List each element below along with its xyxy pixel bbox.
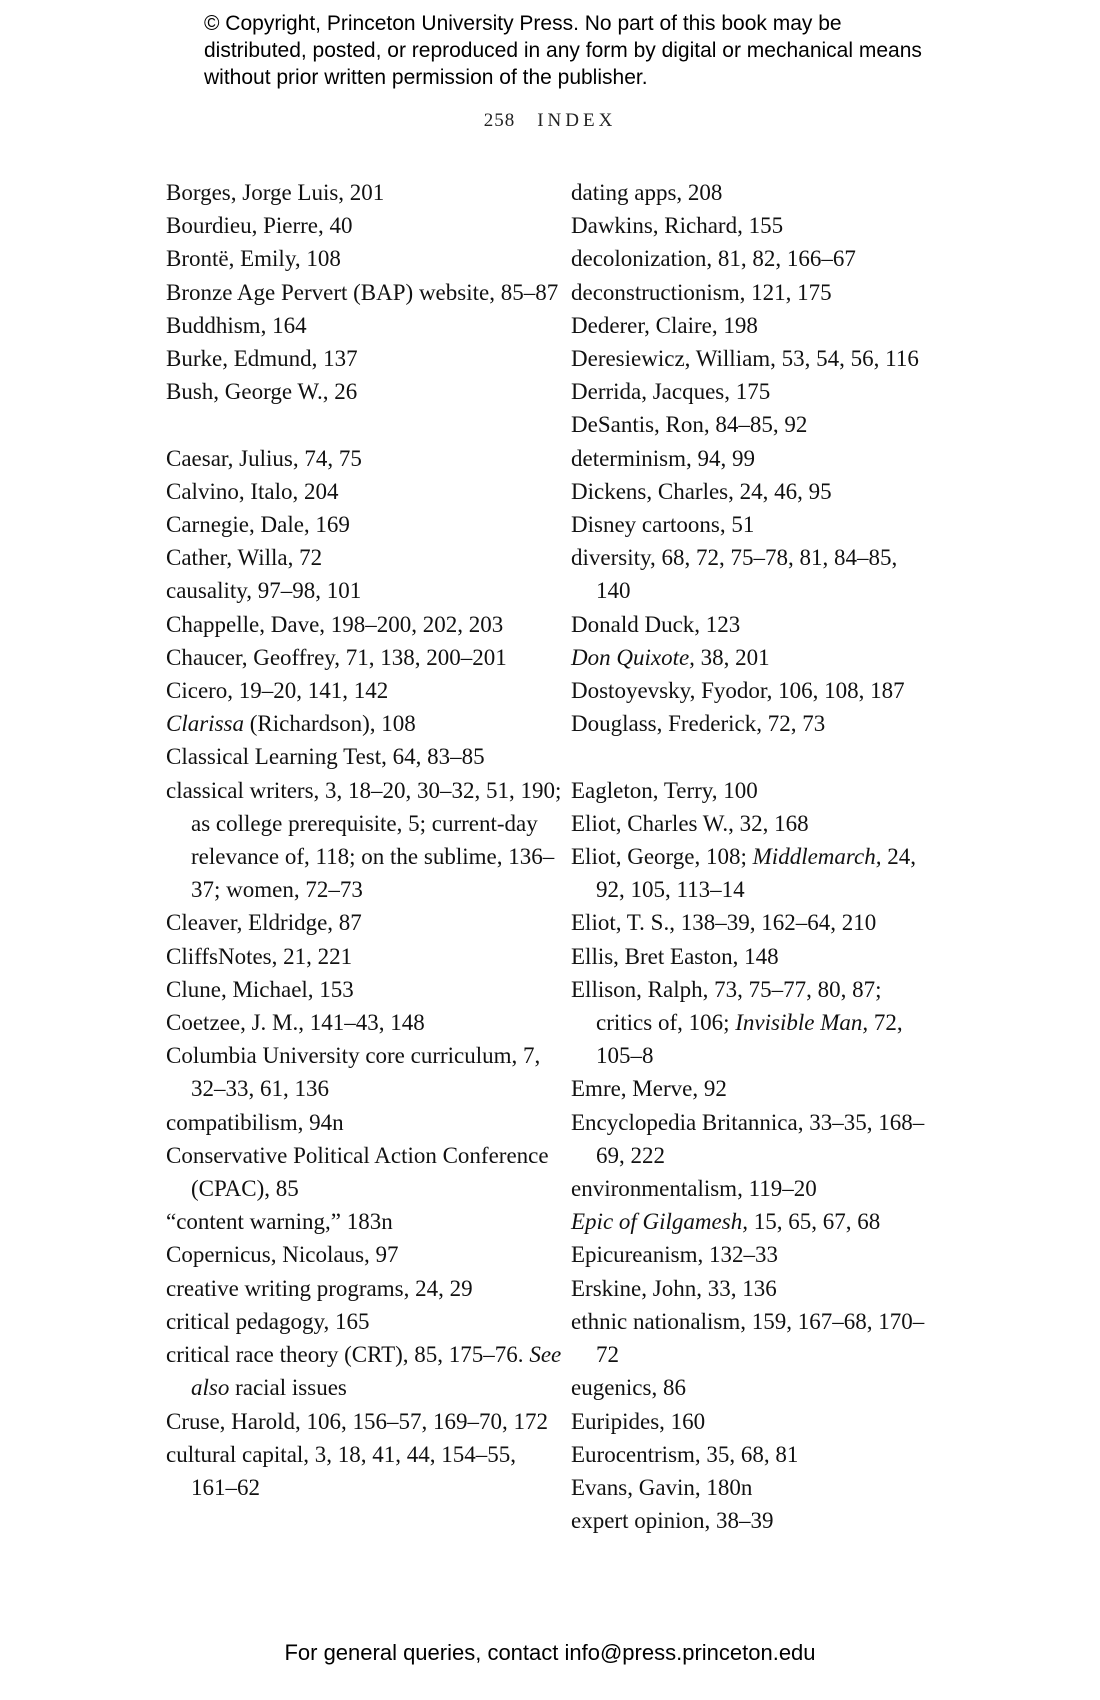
index-entry-text: Eurocentrism, 35, 68, 81 xyxy=(571,1441,799,1467)
index-entry-text: Douglass, Frederick, 72, 73 xyxy=(571,711,826,737)
index-entry-italic-text: See also xyxy=(191,1342,562,1401)
index-entry-text: 15, 65, 67, 68 xyxy=(747,1209,881,1235)
index-entry-text: expert opinion, 38–39 xyxy=(571,1508,774,1534)
section-title: INDEX xyxy=(537,110,617,131)
index-entry xyxy=(571,1272,931,1305)
index-column-right xyxy=(571,176,931,1537)
index-entry-text: deconstructionism, 121, 175 xyxy=(571,279,832,305)
index-entry-text: Disney cartoons, 51 xyxy=(571,512,755,538)
index-entry-text: Dederer, Claire, 198 xyxy=(571,312,758,338)
index-entry xyxy=(166,309,566,342)
index-entry-text: creative writing programs, 24, 29 xyxy=(166,1275,473,1301)
index-entry-text: Borges, Jorge Luis, 201 xyxy=(166,180,385,205)
index-entry-text: Copernicus, Nicolaus, 97 xyxy=(166,1242,399,1268)
index-entry-text: classical writers, 3, 18–20, 30–32, 51, 190; as college prerequisite, 5; current-day relevance of, 118; on the sublime, 136–37; women, 72–73 xyxy=(166,777,562,903)
index-entry xyxy=(166,1338,566,1404)
index-entry-text: Coetzee, J. M., 141–43, 148 xyxy=(166,1010,425,1036)
index-entry-text: critical pedagogy, 165 xyxy=(166,1308,370,1334)
index-entry-text: Dawkins, Richard, 155 xyxy=(571,213,784,239)
index-entry xyxy=(571,342,931,375)
index-entry xyxy=(166,541,566,574)
index-entry-text: decolonization, 81, 82, 166–67 xyxy=(571,246,856,272)
index-entry xyxy=(571,1471,931,1504)
index-entry xyxy=(166,1106,566,1139)
index-entry-italic-text: Don Quixote, xyxy=(571,644,695,670)
index-entry-text: “content warning,” 183n xyxy=(166,1209,393,1235)
index-entry-text: environmentalism, 119–20 xyxy=(571,1176,817,1202)
index-entry xyxy=(571,242,931,275)
index-entry-text: 24, 92, 105, 113–14 xyxy=(596,844,916,903)
index-entry xyxy=(571,309,931,342)
index-entry-text: Classical Learning Test, 64, 83–85 xyxy=(166,744,485,770)
index-entry xyxy=(166,707,566,740)
index-entry xyxy=(166,1039,566,1105)
index-entry xyxy=(166,342,566,375)
index-entry xyxy=(166,1405,566,1438)
index-entry-text: racial issues xyxy=(229,1375,347,1401)
index-entry xyxy=(166,475,566,508)
index-entry xyxy=(571,1205,931,1238)
index-entry-text: Calvino, Italo, 204 xyxy=(166,478,339,504)
index-entry-text: Bourdieu, Pierre, 40 xyxy=(166,213,353,239)
index-entry xyxy=(571,375,931,408)
index-entry xyxy=(166,442,566,475)
index-entry-text: Erskine, John, 33, 136 xyxy=(571,1275,777,1301)
index-entry xyxy=(571,209,931,242)
index-entry xyxy=(571,940,931,973)
index-entry-text: (Richardson), 108 xyxy=(243,711,416,737)
index-entry-text: Cather, Willa, 72 xyxy=(166,545,323,571)
index-entry-text: Cicero, 19–20, 141, 142 xyxy=(166,678,389,704)
index-entry xyxy=(571,1405,931,1438)
index-entry xyxy=(571,608,931,641)
index-entry-text: critical race theory (CRT), 85, 175–76. xyxy=(166,1342,530,1368)
index-entry-text: Cleaver, Eldridge, 87 xyxy=(166,910,362,936)
index-entry-text: Chaucer, Geoffrey, 71, 138, 200–201 xyxy=(166,644,507,670)
index-entry-text: Eliot, Charles W., 32, 168 xyxy=(571,810,809,836)
index-entry xyxy=(166,1205,566,1238)
index-entry xyxy=(571,475,931,508)
index-entry xyxy=(166,1139,566,1205)
index-entry-text: Ellis, Bret Easton, 148 xyxy=(571,943,779,969)
index-entry xyxy=(571,807,931,840)
index-entry-text: Cruse, Harold, 106, 156–57, 169–70, 172 xyxy=(166,1408,549,1434)
index-entry-text: Derrida, Jacques, 175 xyxy=(571,379,771,405)
index-entry-text: Bronze Age Pervert (BAP) website, 85–87 xyxy=(166,279,559,305)
index-entry xyxy=(571,906,931,939)
index-entry xyxy=(166,1305,566,1338)
index-entry xyxy=(571,1504,931,1537)
index-entry xyxy=(166,674,566,707)
index-entry-text: DeSantis, Ron, 84–85, 92 xyxy=(571,412,808,438)
index-entry-text: diversity, 68, 72, 75–78, 81, 84–85, 140 xyxy=(571,545,898,604)
index-entry xyxy=(166,1006,566,1039)
index-entry xyxy=(166,242,566,275)
index-entry-text: Eliot, T. S., 138–39, 162–64, 210 xyxy=(571,910,877,936)
index-entry-text: Evans, Gavin, 180n xyxy=(571,1474,753,1500)
index-entry xyxy=(166,375,566,408)
index-entry-text: ethnic nationalism, 159, 167–68, 170–72 xyxy=(571,1308,925,1368)
index-entry xyxy=(166,774,566,907)
index-entry xyxy=(166,608,566,641)
index-entry-text: Brontë, Emily, 108 xyxy=(166,246,341,272)
index-entry-text: dating apps, 208 xyxy=(571,180,723,205)
index-entry xyxy=(166,209,566,242)
index-entry xyxy=(166,574,566,607)
index-column-left xyxy=(166,176,566,1504)
index-entry-italic-text: Epic of Gilgamesh, xyxy=(571,1209,748,1235)
index-entry xyxy=(166,1272,566,1305)
index-entry-text: Encyclopedia Britannica, 33–35, 168–69, 222 xyxy=(571,1109,925,1168)
index-entry-italic-text: Clarissa xyxy=(166,711,244,737)
index-entry xyxy=(571,1072,931,1105)
index-entry xyxy=(166,906,566,939)
index-entry-text: CliffsNotes, 21, 221 xyxy=(166,943,353,969)
index-entry-text: Buddhism, 164 xyxy=(166,312,307,338)
index-entry-text: Eliot, George, 108; xyxy=(571,844,753,870)
index-entry xyxy=(571,840,931,906)
index-entry-text: 38, 201 xyxy=(694,644,770,670)
index-entry-text: Burke, Edmund, 137 xyxy=(166,346,358,372)
index-entry-text: causality, 97–98, 101 xyxy=(166,578,362,604)
index-entry-text: Ellison, Ralph, 73, 75–77, 80, 87; critics of, 106; xyxy=(571,976,882,1036)
index-entry-text: determinism, 94, 99 xyxy=(571,445,755,471)
index-entry-text: Columbia University core curriculum, 7, 32–33, 61, 136 xyxy=(166,1043,541,1102)
index-entry-text: Epicureanism, 132–33 xyxy=(571,1242,778,1268)
index-entry-text: Chappelle, Dave, 198–200, 202, 203 xyxy=(166,611,504,637)
index-entry xyxy=(166,1238,566,1271)
index-entry xyxy=(571,1305,931,1371)
index-entry-text: Dickens, Charles, 24, 46, 95 xyxy=(571,478,832,504)
index-entry xyxy=(166,973,566,1006)
index-entry-text: Carnegie, Dale, 169 xyxy=(166,512,350,538)
index-entry xyxy=(166,276,566,309)
letter-group-gap xyxy=(166,408,566,441)
index-entry-text: Caesar, Julius, 74, 75 xyxy=(166,445,362,471)
index-entry-text: compatibilism, 94n xyxy=(166,1109,344,1135)
index-entry-text: Bush, George W., 26 xyxy=(166,379,358,405)
index-entry xyxy=(571,408,931,441)
index-entry-italic-text: Middlemarch, xyxy=(752,844,882,870)
index-entry-text: eugenics, 86 xyxy=(571,1375,686,1401)
index-entry xyxy=(166,508,566,541)
index-entry-text: Eagleton, Terry, 100 xyxy=(571,777,758,803)
index-entry xyxy=(166,740,566,773)
index-entry xyxy=(571,541,931,607)
index-entry xyxy=(166,940,566,973)
index-entry-text: 72, 105–8 xyxy=(596,1010,903,1069)
index-entry xyxy=(571,508,931,541)
index-entry xyxy=(571,442,931,475)
index-entry xyxy=(571,1371,931,1404)
running-head xyxy=(0,110,1100,132)
letter-group-gap xyxy=(571,740,931,773)
index-entry-text: Emre, Merve, 92 xyxy=(571,1076,727,1102)
contact-footer: For general queries, contact info@press.princeton.edu xyxy=(284,1640,816,1665)
index-entry xyxy=(571,276,931,309)
index-entry-text: Dostoyevsky, Fyodor, 106, 108, 187 xyxy=(571,678,905,704)
index-entry xyxy=(571,973,931,1073)
index-entry-text: Euripides, 160 xyxy=(571,1408,706,1434)
index-entry xyxy=(571,1106,931,1172)
index-entry xyxy=(166,176,566,209)
index-entry xyxy=(571,1172,931,1205)
index-entry-italic-text: Invisible Man, xyxy=(735,1010,869,1036)
index-entry xyxy=(166,1438,566,1504)
index-entry xyxy=(571,641,931,674)
index-entry xyxy=(571,176,931,209)
index-entry xyxy=(571,1438,931,1471)
index-entry xyxy=(571,674,931,707)
index-entry-text: Donald Duck, 123 xyxy=(571,611,741,637)
index-entry-text: Conservative Political Action Conference (CPAC), 85 xyxy=(166,1142,549,1202)
copyright-notice: © Copyright, Princeton University Press. No part of this book may be distributed, posted, or reproduced in any form by digital or mechanical means without prior written permission of the publisher. xyxy=(204,12,922,89)
index-entry-text: cultural capital, 3, 18, 41, 44, 154–55, 161–62 xyxy=(166,1441,517,1500)
page-number: 258 xyxy=(483,110,516,131)
index-entry xyxy=(571,774,931,807)
index-entry-text: Clune, Michael, 153 xyxy=(166,976,354,1002)
index-entry-text: Deresiewicz, William, 53, 54, 56, 116 xyxy=(571,346,919,372)
index-entry xyxy=(166,641,566,674)
index-entry xyxy=(571,707,931,740)
index-entry xyxy=(571,1238,931,1271)
